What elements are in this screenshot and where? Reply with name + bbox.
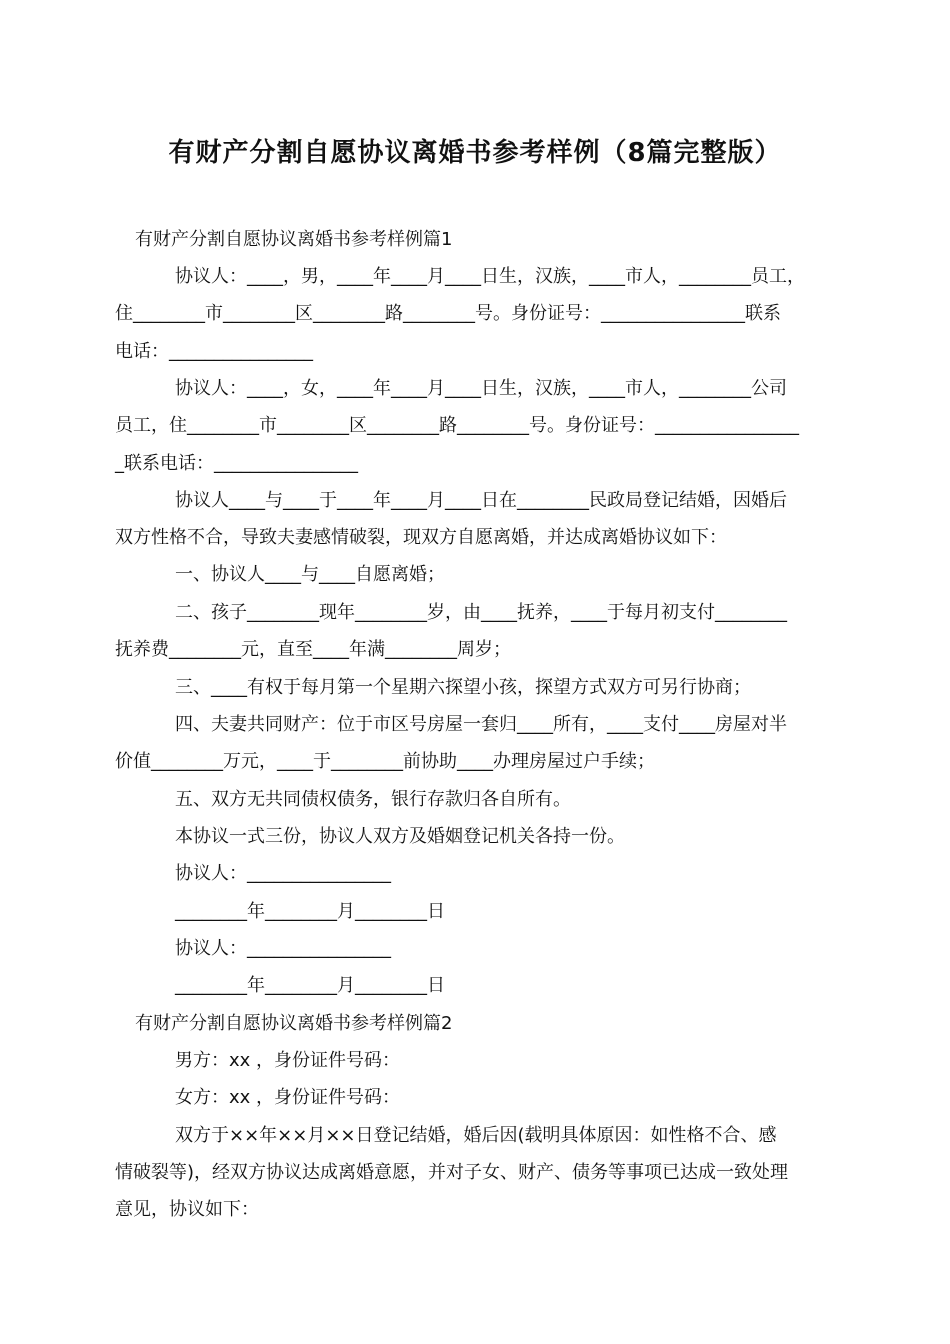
- paragraph-line: 四、夫妻共同财产：位于市区号房屋一套归____所有，____支付____房屋对半: [175, 714, 787, 735]
- paragraph-line: 员工，住________市________区________路________号。身份证号：________________: [115, 415, 799, 436]
- paragraph-line: 情破裂等)，经双方协议达成离婚意愿，并对子女、财产、债务等事项已达成一致处理: [115, 1162, 789, 1183]
- section-heading-2: 有财产分割自愿协议离婚书参考样例篇2: [135, 1013, 453, 1034]
- paragraph-line: 协议人：____，男，____年____月____日生，汉族，____市人，________员工，: [175, 266, 805, 287]
- date-line: ________年________月________日: [175, 975, 445, 996]
- paragraph-line: 本协议一式三份，协议人双方及婚姻登记机关各持一份。: [175, 826, 625, 847]
- paragraph-line: 女方：xx ，身份证件号码：: [175, 1087, 401, 1108]
- paragraph-line: 电话：________________: [115, 341, 313, 362]
- date-line: ________年________月________日: [175, 901, 445, 922]
- paragraph-line: _联系电话：________________: [115, 453, 358, 474]
- paragraph-line: 抚养费________元，直至____年满________周岁；: [115, 639, 511, 660]
- paragraph-line: 一、协议人____与____自愿离婚；: [175, 564, 445, 585]
- document-title: 有财产分割自愿协议离婚书参考样例（8篇完整版）: [168, 138, 782, 168]
- signature-line: 协议人：________________: [175, 863, 391, 884]
- signature-line: 协议人：________________: [175, 938, 391, 959]
- paragraph-line: 二、孩子________现年________岁，由____抚养，____于每月初支付________: [175, 602, 787, 623]
- paragraph-line: 男方：xx ，身份证件号码：: [175, 1050, 401, 1071]
- paragraph-line: 五、双方无共同债权债务，银行存款归各自所有。: [175, 789, 571, 810]
- paragraph-line: 三、____有权于每月第一个星期六探望小孩，探望方式双方可另行协商；: [175, 677, 751, 698]
- paragraph-line: 住________市________区________路________号。身份证号：________________联系: [115, 303, 781, 324]
- paragraph-line: 双方于××年××月××日登记结婚，婚后因(载明具体原因：如性格不合、感: [175, 1125, 777, 1146]
- paragraph-line: 协议人：____，女，____年____月____日生，汉族，____市人，________公司: [175, 378, 787, 399]
- paragraph-line: 价值________万元，____于________前协助____办理房屋过户手续；: [115, 751, 655, 772]
- section-heading-1: 有财产分割自愿协议离婚书参考样例篇1: [135, 229, 453, 250]
- paragraph-line: 双方性格不合，导致夫妻感情破裂，现双方自愿离婚，并达成离婚协议如下：: [115, 527, 727, 548]
- paragraph-line: 协议人____与____于____年____月____日在________民政局登记结婚，因婚后: [175, 490, 787, 511]
- paragraph-line: 意见，协议如下：: [115, 1199, 259, 1220]
